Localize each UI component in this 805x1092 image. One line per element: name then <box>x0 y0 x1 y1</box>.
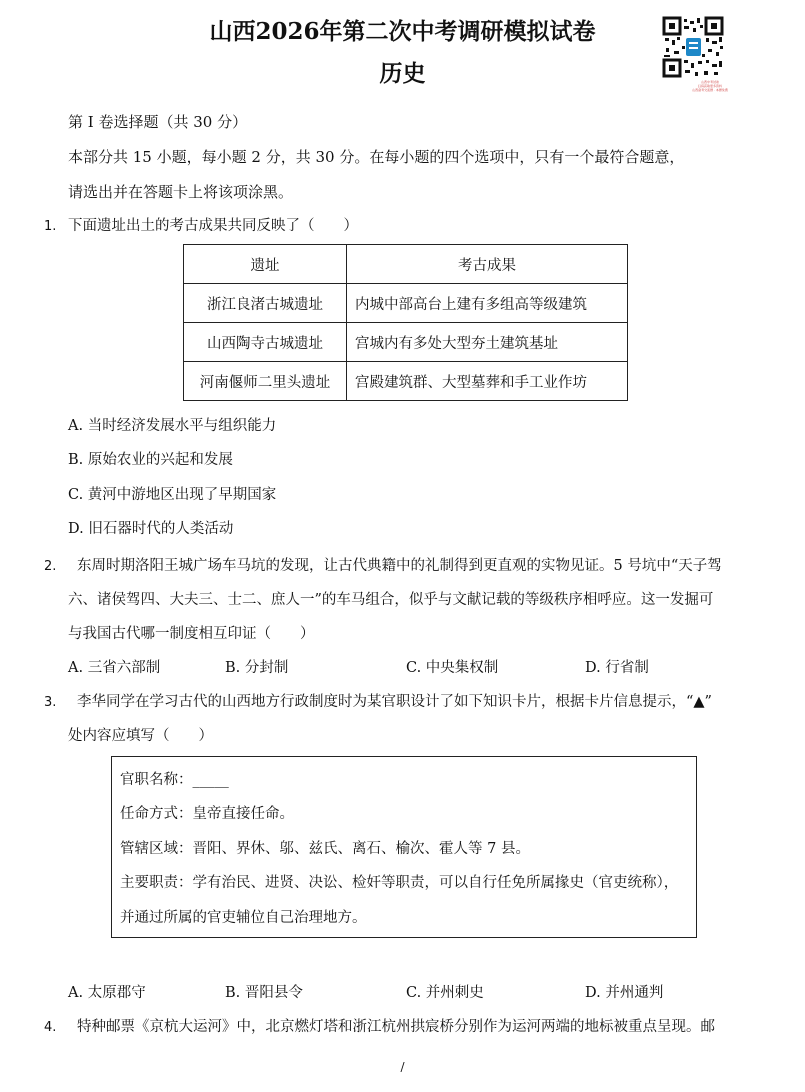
table-cell: 河南偃师二里头遗址 <box>184 362 347 401</box>
table-header-cell: 考古成果 <box>347 245 628 284</box>
exam-title: 山西2026年第二次中考调研模拟试卷 <box>209 18 596 45</box>
question-stem: 李华同学在学习古代的山西地方行政制度时为某官职设计了如下知识卡片，根据卡片信息提示，“▲” <box>77 694 712 710</box>
option-d[interactable]: D. 旧石器时代的人类活动 <box>68 521 234 537</box>
question-number: 3. <box>44 695 57 710</box>
table-cell: 浙江良渚古城遗址 <box>184 284 347 323</box>
card-line: 任命方式：皇帝直接任命。 <box>120 806 294 822</box>
table-cell: 山西陶寺古城遗址 <box>184 323 347 362</box>
section-intro-line: 请选出并在答题卡上将该项涂黑。 <box>68 183 294 201</box>
option-a[interactable]: A. 三省六部制 <box>68 660 161 676</box>
qr-caption-line: 山西备考交流群 · 本群免费 <box>692 88 728 92</box>
table-header-cell: 遗址 <box>184 245 347 284</box>
qr-code-icon <box>662 16 724 78</box>
archaeology-table <box>183 244 628 401</box>
qr-caption-line: 扫码获取更多资料 <box>697 84 722 88</box>
section-intro-line: 本部分共 15 小题，每小题 2 分，共 30 分。在每小题的四个选项中，只有一个最符合题意， <box>68 148 685 166</box>
table-cell: 宫殿建筑群、大型墓葬和手工业作坊 <box>347 362 628 401</box>
qr-caption <box>660 80 760 92</box>
question-number: 1. <box>44 219 57 234</box>
question-stem: 与我国古代哪一制度相互印证（ ） <box>68 626 315 642</box>
question-stem: 处内容应填写（ ） <box>68 728 213 744</box>
subject-title: 历史 <box>379 60 426 87</box>
option-a[interactable]: A. 当时经济发展水平与组织能力 <box>68 418 277 434</box>
question-number: 4. <box>44 1020 57 1035</box>
table-row <box>184 323 628 362</box>
option-d[interactable]: D. 行省制 <box>585 660 649 676</box>
qr-caption-line: 山西中考试卷 <box>700 80 719 84</box>
question-number: 2. <box>44 559 57 574</box>
option-d[interactable]: D. 并州通判 <box>585 985 664 1001</box>
question-stem: 特种邮票《京杭大运河》中，北京燃灯塔和浙江杭州拱宸桥分别作为运河两端的地标被重点呈现。邮 <box>77 1019 715 1035</box>
option-b[interactable]: B. 晋阳县令 <box>225 985 303 1001</box>
card-line: 官职名称：_____ <box>120 772 229 788</box>
page-footer: / <box>400 1060 405 1074</box>
option-b[interactable]: B. 分封制 <box>225 660 289 676</box>
section-heading: 第 I 卷选择题（共 30 分） <box>68 113 248 131</box>
question-stem: 东周时期洛阳王城广场车马坑的发现，让古代典籍中的礼制得到更直观的实物见证。5 号坑中“天子驾 <box>77 558 722 574</box>
table-header-row <box>184 245 628 284</box>
table-row <box>184 362 628 401</box>
table-cell: 内城中部高台上建有多组高等级建筑 <box>347 284 628 323</box>
card-line: 主要职责：学有治民、进贤、决讼、检奸等职责，可以自行任免所属掾史（官吏统称）， <box>120 875 679 891</box>
card-line: 并通过所属的官吏辅位自己治理地方。 <box>120 910 367 926</box>
option-b[interactable]: B. 原始农业的兴起和发展 <box>68 452 233 468</box>
option-c[interactable]: C. 黄河中游地区出现了早期国家 <box>68 487 277 503</box>
table-cell: 宫城内有多处大型夯土建筑基址 <box>347 323 628 362</box>
card-line: 管辖区域：晋阳、界休、邬、兹氏、离石、榆次、霍人等 7 县。 <box>120 841 530 857</box>
option-c[interactable]: C. 并州刺史 <box>406 985 484 1001</box>
option-a[interactable]: A. 太原郡守 <box>68 985 146 1001</box>
table-row <box>184 284 628 323</box>
option-c[interactable]: C. 中央集权制 <box>406 660 499 676</box>
knowledge-card <box>111 756 697 938</box>
question-stem: 六、诸侯驾四、大夫三、士二、庶人一”的车马组合，似乎与文献记载的等级秩序相呼应。这一发掘可 <box>68 592 714 608</box>
question-stem: 下面遗址出土的考古成果共同反映了（ ） <box>68 218 358 234</box>
